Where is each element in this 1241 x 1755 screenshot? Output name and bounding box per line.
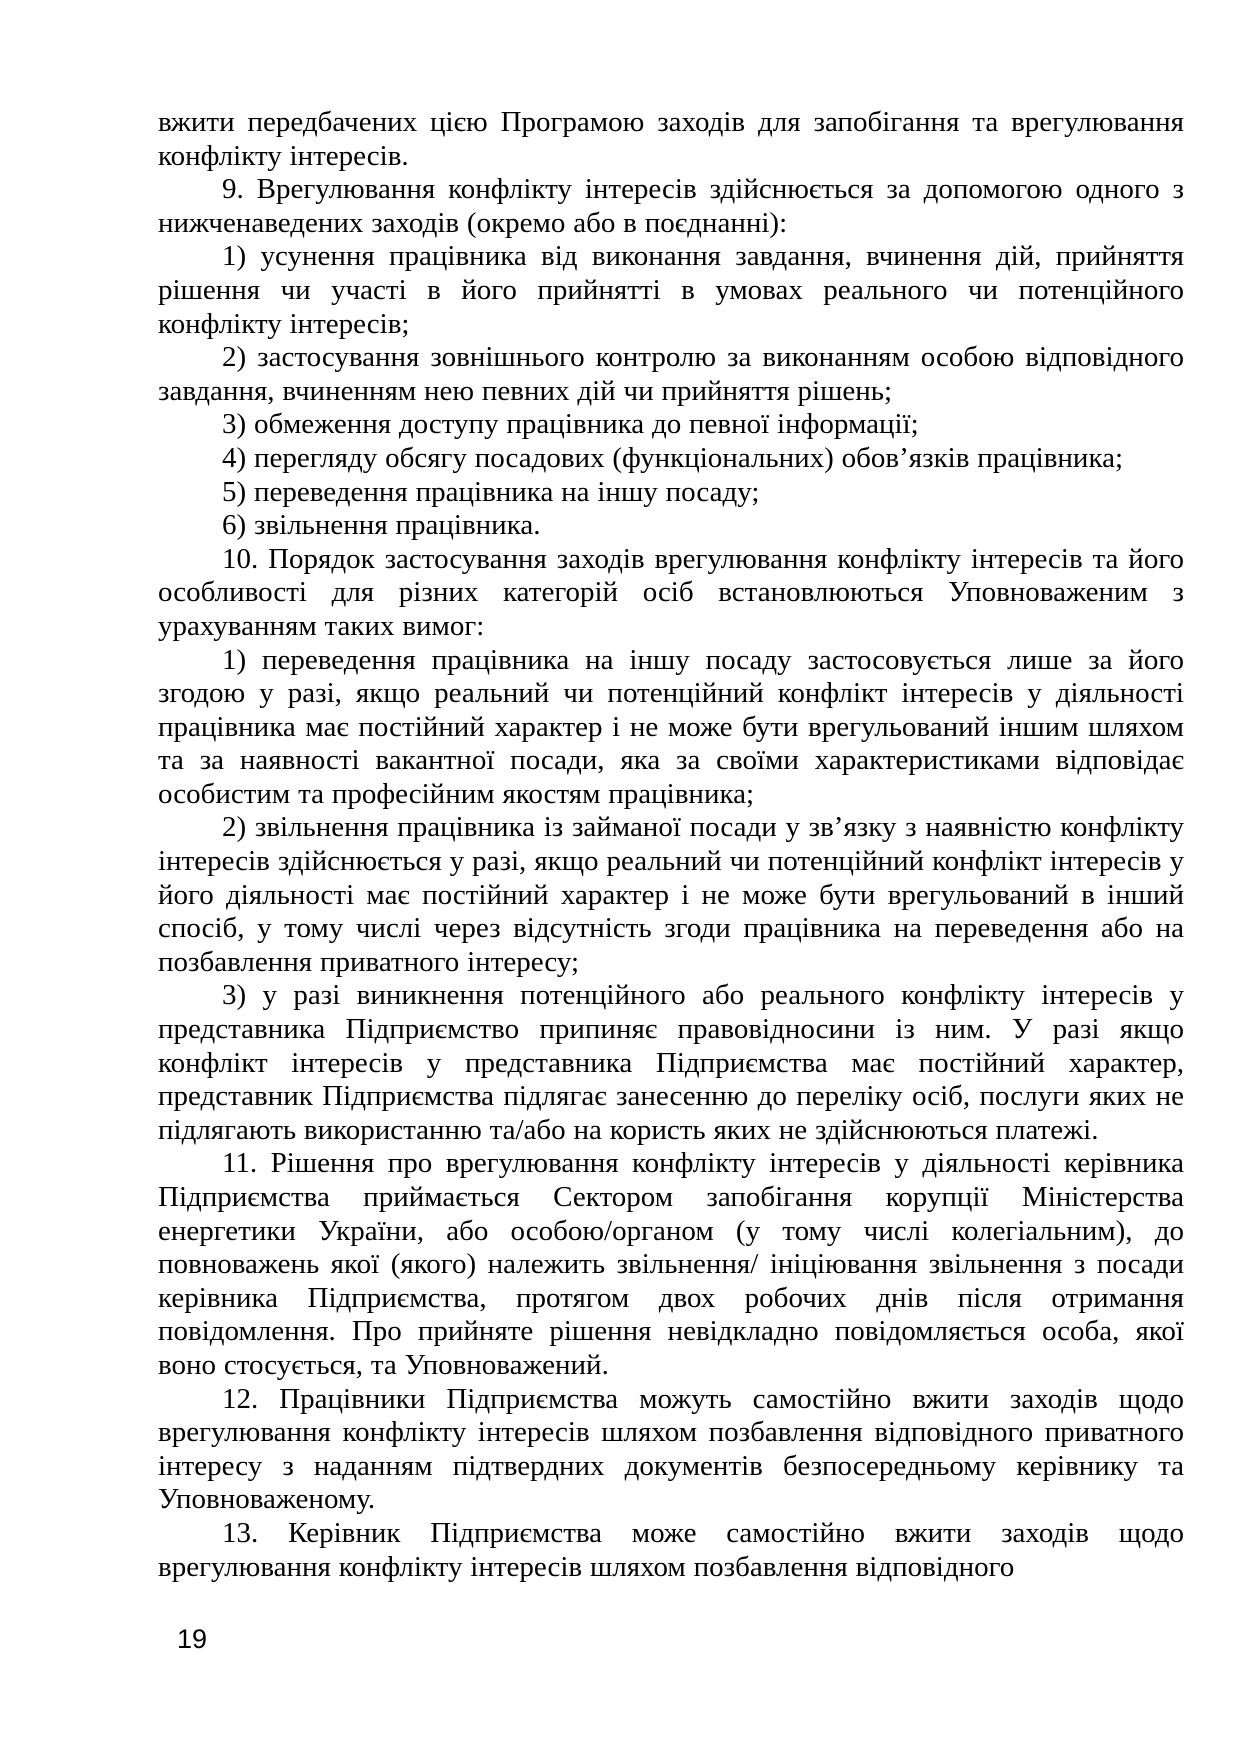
paragraph-clause-12: 12. Працівники Підприємства можуть самостійно вжити заходів щодо врегулювання конфлікту інтересів шляхом позбавлення відповідного приватного інтересу з наданням підтвердних документів безпосередньому керівнику та Уповноваженому. [158, 1382, 1184, 1516]
paragraph-clause-10: 10. Порядок застосування заходів врегулювання конфлікту інтересів та його особливості для різних категорій осіб встановлюються Уповноваженим з урахуванням таких вимог: [158, 542, 1184, 642]
paragraph-continuation: вжити передбачених цією Програмою заходів для запобігання та врегулювання конфлікту інтересів. [158, 106, 1184, 172]
paragraph-clause-9-item-2: 2) застосування зовнішнього контролю за виконанням особою відповідного завдання, вчиненням нею певних дій чи прийняття рішень; [158, 341, 1184, 407]
document-body [158, 106, 1184, 1584]
paragraph-clause-9: 9. Врегулювання конфлікту інтересів здійснюється за допомогою одного з нижченаведених заходів (окремо або в поєднанні): [158, 173, 1184, 239]
paragraph-clause-9-item-1: 1) усунення працівника від виконання завдання, вчинення дій, прийняття рішення чи участі в його прийнятті в умовах реального чи потенційного конфлікту інтересів; [158, 240, 1184, 340]
paragraph-clause-9-item-6: 6) звільнення працівника. [222, 509, 541, 542]
page-number: 19 [177, 1624, 208, 1654]
paragraph-clause-9-item-5: 5) переведення працівника на іншу посаду; [222, 475, 760, 508]
paragraph-clause-10-item-3: 3) у разі виникнення потенційного або реального конфлікту інтересів у представника Підприємство припиняє правовідносини із ним. У разі якщо конфлікт інтересів у представника Підприємства має постійний характер, представник Підприємства підлягає занесенню до переліку осіб, послуги яких не підлягають використанню та/або на користь яких не здійснюються платежі. [158, 979, 1184, 1146]
paragraph-clause-10-item-1: 1) переведення працівника на іншу посаду застосовується лише за його згодою у разі, якщо реальний чи потенційний конфлікт інтересів у діяльності працівника має постійний характер і не може бути врегульований іншим шляхом та за наявності вакантної посади, яка за своїми характеристиками відповідає особистим та професійним якостям працівника; [158, 643, 1184, 810]
paragraph-clause-9-item-3: 3) обмеження доступу працівника до певної інформації; [222, 408, 919, 441]
paragraph-clause-9-item-4: 4) перегляду обсягу посадових (функціональних) обов’язків працівника; [222, 441, 1124, 474]
paragraph-clause-13: 13. Керівник Підприємства може самостійно вжити заходів щодо врегулювання конфлікту інтересів шляхом позбавлення відповідного [158, 1516, 1184, 1583]
paragraph-clause-11: 11. Рішення про врегулювання конфлікту інтересів у діяльності керівника Підприємства приймається Сектором запобігання корупції Міністерства енергетики України, або особою/органом (у тому числі колегіальним), до повноважень якої (якого) належить звільнення/ ініціювання звільнення з посади керівника Підприємства, протягом двох робочих днів після отримання повідомлення. Про прийняте рішення невідкладно повідомляється особа, якої воно стосується, та Уповноважений. [158, 1147, 1184, 1381]
paragraph-clause-10-item-2: 2) звільнення працівника із займаної посади у зв’язку з наявністю конфлікту інтересів здійснюється у разі, якщо реальний чи потенційний конфлікт інтересів у його діяльності має постійний характер і не може бути врегульований в інший спосіб, у тому числі через відсутність згоди працівника на переведення або на позбавлення приватного інтересу; [158, 811, 1184, 978]
